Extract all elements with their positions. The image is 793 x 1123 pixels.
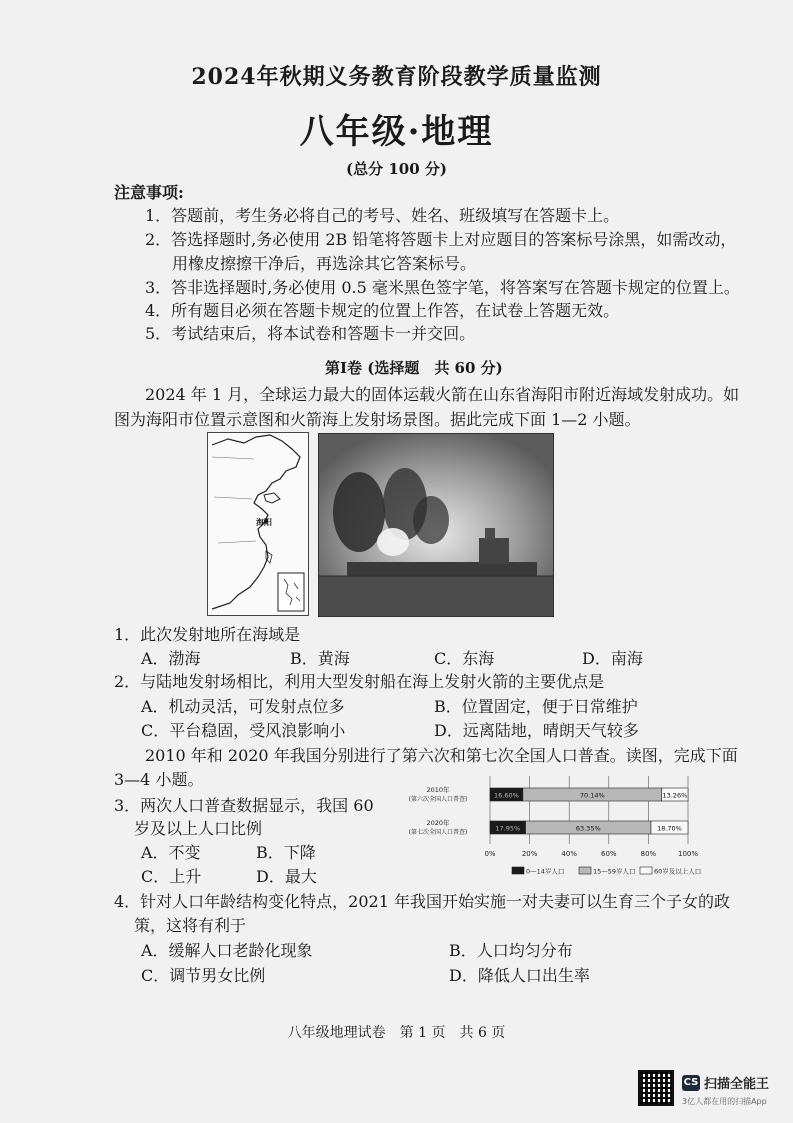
q1-option-a[interactable]: A．渤海 [141, 649, 201, 668]
population-chart-svg [392, 772, 702, 882]
q1-option-b[interactable]: B．黄海 [290, 649, 350, 668]
scanner-watermark [620, 1065, 790, 1115]
location-map [207, 432, 309, 616]
total-score: (总分 100 分) [346, 160, 447, 178]
exam-subject: 八年级·地理 [299, 112, 494, 152]
question-3-stem: 3．两次人口普查数据显示，我国 60 [114, 796, 374, 815]
x-tick-label: 20% [521, 850, 538, 858]
q2-option-c[interactable]: C．平台稳固，受风浪影响小 [141, 721, 346, 740]
q3-option-b[interactable]: B．下降 [256, 843, 316, 862]
launch-scene-graphic [319, 434, 553, 616]
passage-line: 3—4 小题。 [114, 770, 204, 789]
q4-option-b[interactable]: B．人口均匀分布 [449, 941, 573, 960]
notice-item: 1．答题前，考生务必将自己的考号、姓名、班级填写在答题卡上。 [145, 206, 620, 225]
legend-label: 60岁及以上人口 [654, 867, 702, 876]
legend-swatch [512, 867, 524, 874]
bar-value-label: 70.14% [579, 791, 605, 800]
notice-item: 3．答非选择题时,务必使用 0.5 毫米黑色签字笔，将答案写在答题卡规定的位置上。 [145, 278, 740, 297]
passage-line: 2024 年 1 月，全球运力最大的固体运载火箭在山东省海阳市附近海域发射成功。如 [145, 385, 740, 404]
page-footer: 八年级地理试卷 第 1 页 共 6 页 [287, 1025, 506, 1041]
passage-line: 图为海阳市位置示意图和火箭海上发射场景图。据此完成下面 1—2 小题。 [114, 410, 641, 429]
q4-option-c[interactable]: C．调节男女比例 [141, 966, 266, 985]
question-4-stem: 4．针对人口年龄结构变化特点，2021 年我国开始实施一对夫妻可以生育三个子女的政 [114, 892, 730, 911]
category-label: (第六次全国人口普查) [408, 796, 468, 803]
q2-option-b[interactable]: B．位置固定，便于日常维护 [434, 697, 638, 716]
category-label: 2010年 [426, 786, 450, 794]
category-label: 2020年 [426, 819, 450, 827]
notice-item: 4．所有题目必须在答题卡规定的位置上作答，在试卷上答题无效。 [145, 301, 620, 320]
question-3-stem-cont: 岁及以上人口比例 [134, 819, 263, 838]
rocket-launch-photo [318, 433, 554, 617]
camscanner-logo: CS [682, 1075, 700, 1091]
question-4-stem-cont: 策，这将有利于 [134, 916, 247, 935]
population-chart [392, 772, 702, 882]
q1-option-c[interactable]: C．东海 [434, 649, 495, 668]
category-label: (第七次全国人口普查) [408, 829, 468, 836]
legend-label: 15—59岁人口 [593, 867, 636, 876]
legend-swatch [579, 867, 591, 874]
x-tick-label: 0% [484, 850, 496, 858]
x-tick-label: 80% [640, 850, 657, 858]
camscanner-tagline: 3亿人都在用的扫描App [682, 1097, 767, 1106]
q3-option-a[interactable]: A．不变 [141, 843, 201, 862]
x-tick-label: 40% [561, 850, 577, 858]
q1-option-d[interactable]: D．南海 [582, 649, 643, 668]
q3-option-d[interactable]: D．最大 [256, 867, 317, 886]
passage-line: 2010 年和 2020 年我国分别进行了第六次和第七次全国人口普查。读图，完成下面 [145, 746, 738, 765]
q4-option-d[interactable]: D．降低人口出生率 [449, 966, 590, 985]
bar-value-label: 16.60% [494, 791, 519, 800]
camscanner-name: 扫描全能王 [704, 1077, 770, 1092]
notice-heading: 注意事项: [114, 183, 184, 202]
haiyang-label: 海阳 [256, 518, 272, 527]
notice-item: 2．答选择题时,务必使用 2B 铅笔将答题卡上对应题目的答案标号涂黑，如需改动， [145, 230, 737, 249]
question-2-stem: 2．与陆地发射场相比，利用大型发射船在海上发射火箭的主要优点是 [114, 672, 605, 691]
x-tick-label: 100% [677, 850, 699, 858]
q3-option-c[interactable]: C．上升 [141, 867, 202, 886]
legend-label: 0—14岁人口 [526, 867, 565, 876]
exam-title: 2024年秋期义务教育阶段教学质量监测 [191, 64, 602, 90]
notice-item: 用橡皮擦擦干净后，再选涂其它答案标号。 [172, 254, 477, 273]
bar-value-label: 17.95% [495, 824, 521, 833]
legend-swatch [640, 867, 652, 874]
q2-option-a[interactable]: A．机动灵活，可发射点位多 [141, 697, 345, 716]
bar-value-label: 13.26% [662, 791, 688, 800]
section-title: 第Ⅰ卷 (选择题 共 60 分) [325, 359, 503, 377]
q4-option-a[interactable]: A．缓解人口老龄化现象 [141, 941, 313, 960]
question-1-stem: 1．此次发射地所在海域是 [114, 625, 301, 644]
qr-code-icon [638, 1070, 674, 1106]
x-tick-label: 60% [601, 850, 617, 858]
notice-item: 5．考试结束后，将本试卷和答题卡一并交回。 [145, 324, 476, 343]
q2-option-d[interactable]: D．远离陆地，晴朗天气较多 [434, 721, 639, 740]
bar-value-label: 18.70% [657, 824, 682, 833]
bar-value-label: 63.35% [575, 824, 601, 833]
